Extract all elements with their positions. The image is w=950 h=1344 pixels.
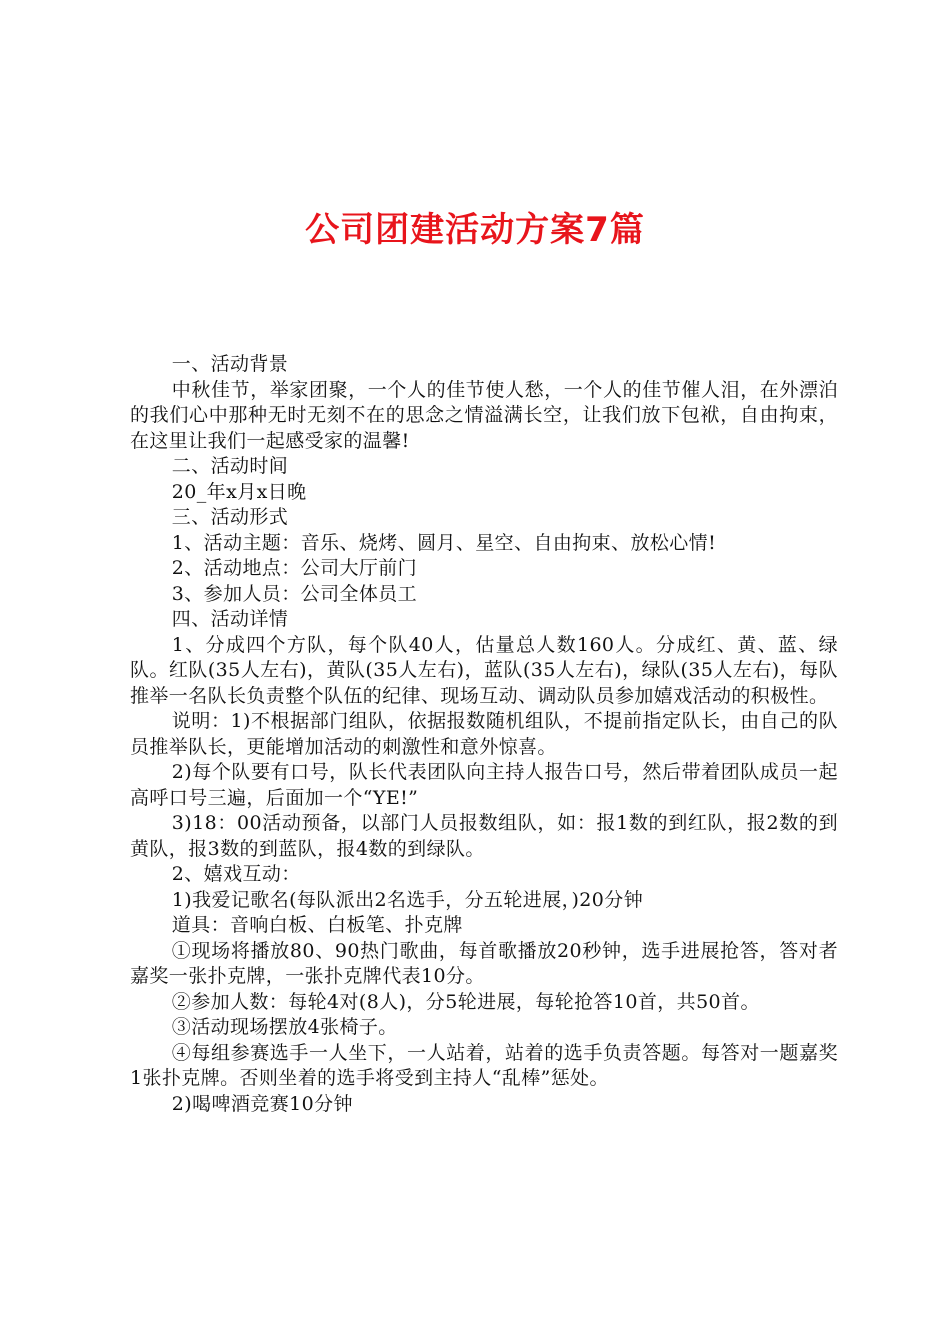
document-body (130, 352, 838, 1117)
paragraph-teams: 1、分成四个方队，每个队40人，估量总人数160人。分成红、黄、蓝、绿队。红队(35人左右)，黄队(35人左右)，蓝队(35人左右)，绿队(35人左右)，每队推举一名队长负责整个队伍的纪律、现场互动、调动队员参加嬉戏活动的积极性。 (130, 633, 838, 707)
subheading-games: 2、嬉戏互动： (171, 863, 301, 885)
paragraph-participants: 3、参加人员：公司全体员工 (171, 582, 418, 605)
paragraph-note-2: 2)每个队要有口号，队长代表团队向主持人报告口号，然后带着团队成员一起高呼口号三遍，后面加一个“YE!” (130, 761, 838, 809)
section-heading-time: 二、活动时间 (171, 455, 289, 477)
paragraph-rule-3: ③活动现场摆放4张椅子。 (171, 1016, 398, 1038)
paragraph-rule-1: ①现场将播放80、90热门歌曲，每首歌播放20秒钟，选手进展抢答，答对者嘉奖一张扑克牌，一张扑克牌代表10分。 (130, 939, 838, 987)
paragraph-time: 20_年x月x日晚 (171, 480, 307, 503)
paragraph-background: 中秋佳节，举家团聚，一个人的佳节使人愁，一个人的佳节催人泪，在外漂泊的我们心中那种无时无刻不在的思念之情溢满长空，让我们放下包袱，自由拘束，在这里让我们一起感受家的温馨! (130, 378, 838, 452)
paragraph-note-1: 说明：1)不根据部门组队，依据报数随机组队，不提前指定队长，由自己的队员推举队长，更能增加活动的刺激性和意外惊喜。 (130, 710, 838, 758)
paragraph-game-1: 1)我爱记歌名(每队派出2名选手，分五轮进展，)20分钟 (171, 888, 644, 911)
page-title: 公司团建活动方案7篇 (305, 210, 645, 250)
paragraph-props: 道具：音响白板、白板笔、扑克牌 (171, 914, 463, 936)
paragraph-location: 2、活动地点：公司大厅前门 (171, 557, 418, 579)
section-heading-format: 三、活动形式 (171, 506, 289, 528)
section-heading-background: 一、活动背景 (171, 353, 289, 375)
paragraph-note-3: 3)18：00活动预备，以部门人员报数组队，如：报1数的到红队，报2数的到黄队，报3数的到蓝队，报4数的到绿队。 (130, 812, 838, 860)
paragraph-game-2: 2)喝啤酒竞赛10分钟 (171, 1092, 353, 1115)
paragraph-rule-4: ④每组参赛选手一人坐下，一人站着，站着的选手负责答题。每答对一题嘉奖1张扑克牌。否则坐着的选手将受到主持人“乱棒”惩处。 (130, 1041, 838, 1089)
paragraph-theme: 1、活动主题：音乐、烧烤、圆月、星空、自由拘束、放松心情! (171, 531, 717, 554)
paragraph-rule-2: ②参加人数：每轮4对(8人)，分5轮进展，每轮抢答10首，共50首。 (171, 990, 760, 1013)
section-heading-details: 四、活动详情 (171, 608, 289, 630)
